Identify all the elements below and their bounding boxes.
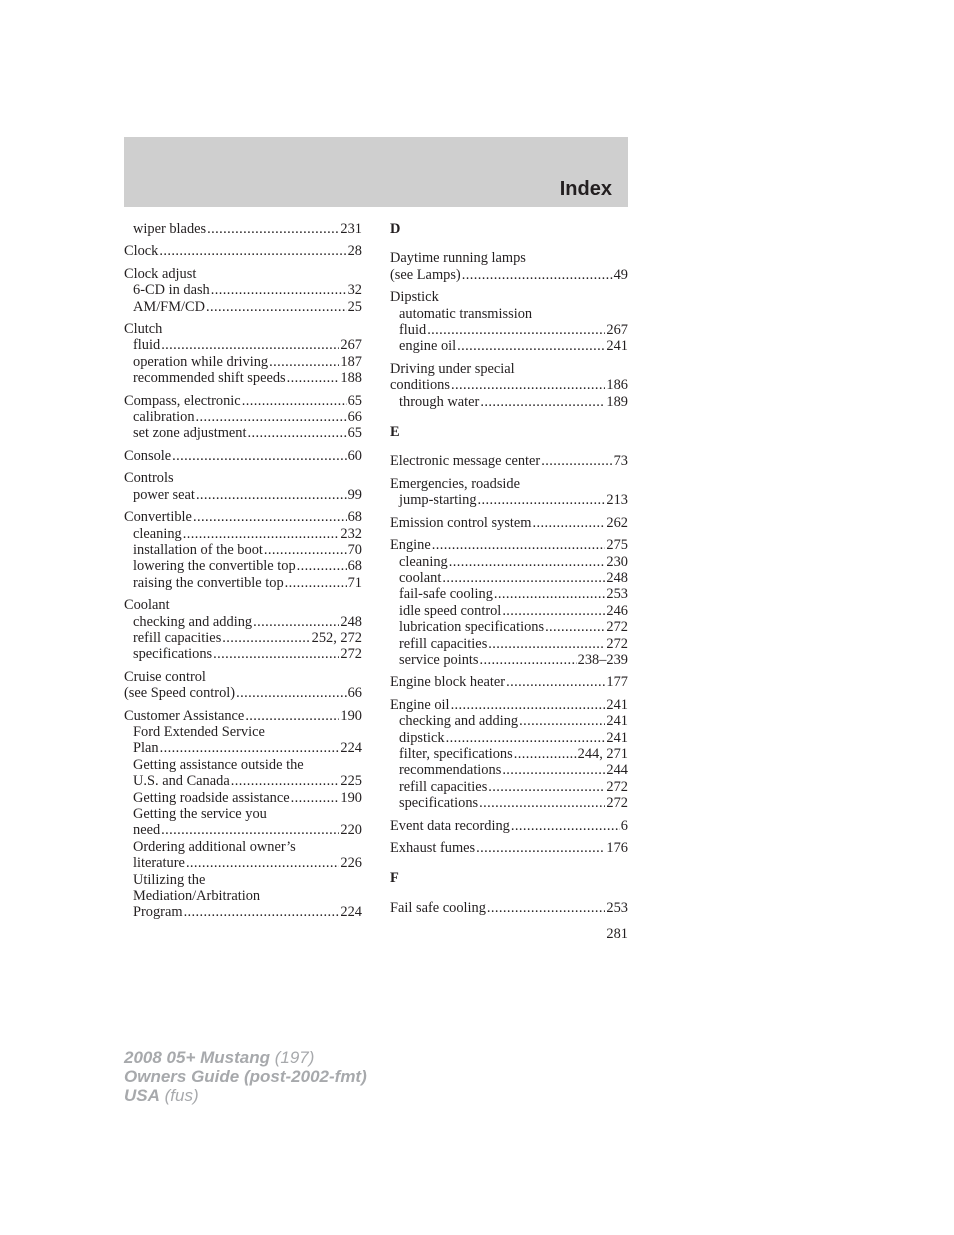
- index-subentry-line: [124, 370, 362, 386]
- index-page-ref: 32: [347, 282, 362, 299]
- index-subentry-line: [390, 746, 628, 762]
- index-subentry-line: [124, 806, 362, 822]
- index-page-ref: 99: [347, 486, 362, 503]
- index-term: Program: [133, 904, 183, 921]
- index-entry: [124, 393, 362, 442]
- dot-leader: [506, 674, 605, 690]
- dot-leader: [451, 377, 605, 393]
- dot-leader: [502, 762, 605, 778]
- index-page-ref: 73: [613, 453, 628, 470]
- index-term: lowering the convertible top: [133, 558, 296, 575]
- index-subentry-line: [124, 337, 362, 353]
- index-subentry-line: [390, 306, 628, 322]
- index-term: calibration: [133, 409, 195, 426]
- dot-leader: [451, 697, 606, 713]
- index-page-ref: 272: [606, 635, 628, 652]
- index-letter-heading: F: [390, 870, 399, 887]
- index-term: Clock adjust: [124, 265, 197, 282]
- dot-leader: [160, 740, 340, 756]
- index-term: dipstick: [399, 729, 445, 746]
- index-subentry-line: [124, 575, 362, 591]
- footer-market: USA: [124, 1086, 160, 1105]
- index-subentry-line: [124, 872, 362, 888]
- index-subentry-line: [390, 394, 628, 410]
- index-term: Mediation/Arbitration: [133, 888, 261, 905]
- index-term: Plan: [133, 740, 159, 757]
- index-entry: [124, 509, 362, 591]
- index-subentry-line: [390, 554, 628, 570]
- index-page-ref: 230: [606, 553, 628, 570]
- index-page-ref: 244, 271: [577, 745, 628, 762]
- index-term: Emergencies, roadside: [390, 475, 521, 492]
- index-subentry-line: [124, 822, 362, 838]
- dot-leader: [488, 636, 605, 652]
- dot-leader: [479, 795, 605, 811]
- index-subentry-line: [124, 425, 362, 441]
- dot-leader: [242, 393, 347, 409]
- index-entry-line: [390, 515, 628, 531]
- index-entry-line: [124, 509, 362, 525]
- dot-leader: [285, 575, 347, 591]
- dot-leader: [253, 614, 339, 630]
- index-page-ref: 49: [613, 266, 628, 283]
- index-entry-line: [124, 266, 362, 282]
- index-page-ref: 189: [606, 393, 628, 410]
- dot-leader: [172, 448, 346, 464]
- dot-leader: [159, 243, 346, 259]
- index-subentry-line: [390, 652, 628, 668]
- dot-leader: [291, 790, 340, 806]
- dot-leader: [245, 708, 339, 724]
- index-page-ref: 241: [606, 696, 628, 713]
- dot-leader: [213, 646, 339, 662]
- index-term: U.S. and Canada: [133, 773, 230, 790]
- footer-guide: Owners Guide (post-2002-fmt): [124, 1067, 367, 1086]
- index-page-ref: 248: [340, 613, 362, 630]
- index-entry-line: [390, 537, 628, 553]
- index-term: specifications: [133, 646, 213, 663]
- index-subentry-line: [124, 409, 362, 425]
- index-subentry-line: [124, 724, 362, 740]
- index-subentry-line: [390, 779, 628, 795]
- index-term: Engine oil: [390, 696, 450, 713]
- index-entry-line: [390, 250, 628, 266]
- index-entry-line: [390, 674, 628, 690]
- index-page-ref: 66: [347, 685, 362, 702]
- index-term: jump-starting: [399, 492, 477, 509]
- index-term: checking and adding: [399, 713, 519, 730]
- index-entry-line: [390, 267, 628, 283]
- index-subentry-line: [390, 795, 628, 811]
- index-page-ref: 244: [606, 762, 628, 779]
- index-page-ref: 25: [347, 298, 362, 315]
- index-subentry-line: [390, 762, 628, 778]
- page-title: Index: [559, 178, 612, 200]
- index-entry: [390, 361, 628, 410]
- index-page-ref: 187: [340, 353, 362, 370]
- index-entry-line: [390, 818, 628, 834]
- index-subentry-line: [124, 299, 362, 315]
- footer-line-2: [124, 1067, 367, 1086]
- dot-leader: [186, 855, 339, 871]
- index-entry: [390, 674, 628, 690]
- dot-leader: [488, 779, 605, 795]
- index-term: AM/FM/CD: [133, 298, 205, 315]
- index-page-ref: 252, 272: [311, 629, 362, 646]
- index-term: Customer Assistance: [124, 707, 245, 724]
- index-entry-line: [124, 243, 362, 259]
- dot-leader: [222, 630, 310, 646]
- index-subentry-line: [124, 526, 362, 542]
- index-term: literature: [133, 855, 185, 872]
- index-page-ref: 232: [340, 525, 362, 542]
- index-entry-line: [124, 393, 362, 409]
- index-entry-line: [124, 685, 362, 701]
- index-subentry-line: [390, 636, 628, 652]
- index-page-ref: 28: [347, 243, 362, 260]
- dot-leader: [442, 570, 605, 586]
- index-subentry-line: [124, 839, 362, 855]
- index-page-ref: 224: [340, 740, 362, 757]
- index-term: Engine: [390, 537, 431, 554]
- dot-leader: [236, 685, 347, 701]
- index-subentry-line: [390, 619, 628, 635]
- index-entry-line: [124, 669, 362, 685]
- index-entry-line: [124, 597, 362, 613]
- index-entry: [390, 697, 628, 812]
- dot-leader: [231, 773, 340, 789]
- index-page-ref: 272: [340, 646, 362, 663]
- dot-leader: [511, 818, 620, 834]
- index-page-ref: 226: [340, 855, 362, 872]
- index-entry: [390, 818, 628, 834]
- index-page-ref: 267: [340, 337, 362, 354]
- dot-leader: [196, 409, 347, 425]
- index-term: recommended shift speeds: [133, 370, 286, 387]
- index-entry-line: [124, 448, 362, 464]
- index-subentry-line: [390, 570, 628, 586]
- footer-model: 2008 05+ Mustang: [124, 1048, 270, 1067]
- index-subentry-line: [124, 740, 362, 756]
- index-subentry-line: [124, 888, 362, 904]
- index-entry: [124, 597, 362, 663]
- dot-leader: [206, 299, 347, 315]
- index-subentry-line: [124, 855, 362, 871]
- dot-leader: [196, 487, 347, 503]
- index-page-ref: 253: [606, 899, 628, 916]
- dot-leader: [432, 537, 606, 553]
- index-letter-heading: E: [390, 424, 400, 441]
- index-entry-line: [390, 377, 628, 393]
- index-page-ref: 190: [340, 707, 362, 724]
- index-page-ref: 71: [347, 574, 362, 591]
- index-entry: [124, 708, 362, 921]
- index-subentry-line: [124, 282, 362, 298]
- index-page-ref: 241: [606, 338, 628, 355]
- dot-leader: [487, 900, 605, 916]
- index-subentry-line: [124, 558, 362, 574]
- index-entry-line: [390, 289, 628, 305]
- index-page-ref: 213: [606, 492, 628, 509]
- index-term: automatic transmission: [399, 305, 533, 322]
- dot-leader: [211, 282, 347, 298]
- index-entry: [124, 266, 362, 315]
- index-entry: [124, 669, 362, 702]
- footer-model-code: (197): [274, 1048, 315, 1067]
- index-term: refill capacities: [133, 629, 222, 646]
- index-subentry-line: [390, 492, 628, 508]
- index-page-ref: 66: [347, 409, 362, 426]
- dot-leader: [449, 554, 606, 570]
- index-subentry-line: [124, 614, 362, 630]
- index-term: operation while driving: [133, 353, 269, 370]
- index-term: Convertible: [124, 509, 192, 526]
- index-letter-heading: D: [390, 221, 401, 237]
- index-page-ref: 248: [606, 569, 628, 586]
- index-term: Clutch: [124, 321, 163, 338]
- dot-leader: [193, 509, 347, 525]
- index-page-ref: 225: [340, 773, 362, 790]
- index-entry-line: [124, 470, 362, 486]
- dot-leader: [502, 603, 605, 619]
- index-page-ref: 65: [347, 392, 362, 409]
- index-term: Electronic message center: [390, 453, 541, 470]
- index-page-ref: 241: [606, 729, 628, 746]
- dot-leader: [287, 370, 340, 386]
- index-page-ref: 176: [606, 840, 628, 856]
- dot-leader: [533, 515, 606, 531]
- index-term: lubrication specifications: [399, 619, 545, 636]
- index-entry: [390, 900, 628, 916]
- index-page-ref: 272: [606, 795, 628, 812]
- index-subentry-line: [124, 354, 362, 370]
- index-entry: [124, 243, 362, 259]
- page-number: 281: [606, 926, 628, 942]
- dot-leader: [161, 337, 339, 353]
- index-page-ref: 186: [606, 377, 628, 394]
- index-entry: [124, 448, 362, 464]
- dot-leader: [207, 221, 339, 237]
- footer-market-code: (fus): [164, 1086, 199, 1105]
- index-term: (see Lamps): [390, 266, 461, 283]
- index-entry-line: [124, 708, 362, 724]
- index-subentry-line: [124, 773, 362, 789]
- index-subentry-line: [124, 904, 362, 920]
- index-page-ref: 272: [606, 619, 628, 636]
- index-term: Ordering additional owner’s: [133, 838, 296, 855]
- index-term: Console: [124, 447, 172, 464]
- index-subentry-line: [390, 322, 628, 338]
- index-subentry-line: [124, 757, 362, 773]
- footer-line-3: [124, 1086, 367, 1105]
- index-page-ref: 190: [340, 789, 362, 806]
- header-band: [124, 137, 628, 207]
- index-page-ref: 6: [620, 817, 628, 834]
- dot-leader: [297, 558, 347, 574]
- index-entry-line: [390, 476, 628, 492]
- index-entry: [390, 537, 628, 668]
- index-subentry-line: [390, 586, 628, 602]
- index-term: Coolant: [124, 597, 170, 614]
- index-entry: [124, 321, 362, 387]
- index-term: Utilizing the: [133, 871, 206, 888]
- index-subentry-line: [124, 221, 362, 237]
- index-entry-line: [390, 900, 628, 916]
- index-term: coolant: [399, 569, 442, 586]
- index-term: recommendations: [399, 762, 502, 779]
- index-term: Daytime running lamps: [390, 250, 526, 267]
- index-term: power seat: [133, 486, 195, 503]
- index-term: cleaning: [133, 525, 182, 542]
- index-entry-line: [390, 697, 628, 713]
- index-term: Fail safe cooling: [390, 899, 486, 916]
- index-entry-line: [390, 453, 628, 469]
- index-page-ref: 267: [606, 322, 628, 339]
- dot-leader: [545, 619, 605, 635]
- index-page-ref: 272: [606, 778, 628, 795]
- index-term: Controls: [124, 470, 174, 487]
- dot-leader: [457, 338, 605, 354]
- index-entry: [390, 453, 628, 469]
- index-page-ref: 68: [347, 558, 362, 575]
- index-page-ref: 220: [340, 822, 362, 839]
- index-page-ref: 246: [606, 602, 628, 619]
- index-page-ref: 241: [606, 713, 628, 730]
- index-term: Ford Extended Service: [133, 723, 265, 740]
- index-entry: [390, 515, 628, 531]
- index-entry: [390, 250, 628, 283]
- index-subentry-line: [124, 790, 362, 806]
- index-page-ref: 177: [606, 674, 628, 691]
- index-page-ref: 68: [347, 509, 362, 526]
- index-entry-line: [390, 361, 628, 377]
- index-subentry-line: [390, 603, 628, 619]
- index-entry: [124, 470, 362, 503]
- dot-leader: [446, 730, 606, 746]
- index-page-ref: 70: [347, 541, 362, 558]
- dot-leader: [264, 542, 347, 558]
- index-page-ref: 238–239: [577, 651, 628, 668]
- dot-leader: [184, 904, 340, 920]
- index-term: Clock: [124, 243, 159, 260]
- dot-leader: [541, 453, 612, 469]
- index-entry: [390, 840, 628, 856]
- dot-leader: [478, 492, 606, 508]
- index-term: fluid: [133, 337, 161, 354]
- index-term: (see Speed control): [124, 685, 236, 702]
- index-page-ref: 253: [606, 586, 628, 603]
- index-term: refill capacities: [399, 778, 488, 795]
- dot-leader: [462, 267, 613, 283]
- index-term: refill capacities: [399, 635, 488, 652]
- index-term: set zone adjustment: [133, 425, 247, 442]
- index-term: Event data recording: [390, 817, 510, 834]
- index-entry-line: [390, 840, 628, 856]
- dot-leader: [519, 713, 605, 729]
- index-subentry-line: [124, 646, 362, 662]
- index-term: wiper blades: [133, 221, 207, 237]
- index-term: specifications: [399, 795, 479, 812]
- index-page-ref: 60: [347, 447, 362, 464]
- index-term: 6-CD in dash: [133, 282, 210, 299]
- index-subentry-line: [124, 542, 362, 558]
- index-term: Emission control system: [390, 514, 532, 531]
- index-term: fluid: [399, 322, 427, 339]
- index-page-ref: 231: [340, 221, 362, 237]
- dot-leader: [161, 822, 339, 838]
- footer-line-1: [124, 1048, 367, 1067]
- index-page-ref: 224: [340, 904, 362, 921]
- index-term: Compass, electronic: [124, 392, 241, 409]
- index-term: through water: [399, 393, 480, 410]
- dot-leader: [480, 394, 605, 410]
- index-term: Cruise control: [124, 668, 206, 685]
- index-term: engine oil: [399, 338, 457, 355]
- dot-leader: [494, 586, 606, 602]
- index-term: Getting assistance outside the: [133, 756, 304, 773]
- index-entry: [390, 289, 628, 355]
- index-term: idle speed control: [399, 602, 502, 619]
- index-term: conditions: [390, 377, 450, 394]
- index-term: raising the convertible top: [133, 574, 284, 591]
- index-entry: [390, 476, 628, 509]
- index-term: need: [133, 822, 161, 839]
- dot-leader: [427, 322, 605, 338]
- index-entry-line: [124, 321, 362, 337]
- dot-leader: [476, 840, 605, 856]
- index-page-ref: 188: [340, 370, 362, 387]
- index-term: Getting roadside assistance: [133, 789, 290, 806]
- index-term: filter, specifications: [399, 745, 513, 762]
- index-subentry-line: [124, 630, 362, 646]
- index-term: installation of the boot: [133, 541, 263, 558]
- index-term: checking and adding: [133, 613, 253, 630]
- index-column-left: [124, 221, 362, 927]
- index-page-ref: 275: [606, 537, 628, 554]
- footer: [124, 1048, 367, 1105]
- index-entry: [124, 221, 362, 237]
- dot-leader: [269, 354, 339, 370]
- index-term: cleaning: [399, 553, 448, 570]
- dot-leader: [183, 526, 340, 542]
- index-term: fail-safe cooling: [399, 586, 493, 603]
- index-term: Dipstick: [390, 289, 439, 306]
- index-term: Driving under special: [390, 360, 515, 377]
- index-column-right: [390, 221, 628, 922]
- index-subentry-line: [390, 338, 628, 354]
- index-subentry-line: [390, 730, 628, 746]
- dot-leader: [248, 425, 347, 441]
- index-subentry-line: [390, 713, 628, 729]
- index-term: Exhaust fumes: [390, 840, 476, 856]
- dot-leader: [480, 652, 577, 668]
- index-page-ref: 65: [347, 425, 362, 442]
- index-page-ref: 262: [606, 514, 628, 531]
- index-term: service points: [399, 651, 479, 668]
- index-term: Getting the service you: [133, 806, 267, 822]
- index-subentry-line: [124, 487, 362, 503]
- index-term: Engine block heater: [390, 674, 506, 691]
- dot-leader: [514, 746, 577, 762]
